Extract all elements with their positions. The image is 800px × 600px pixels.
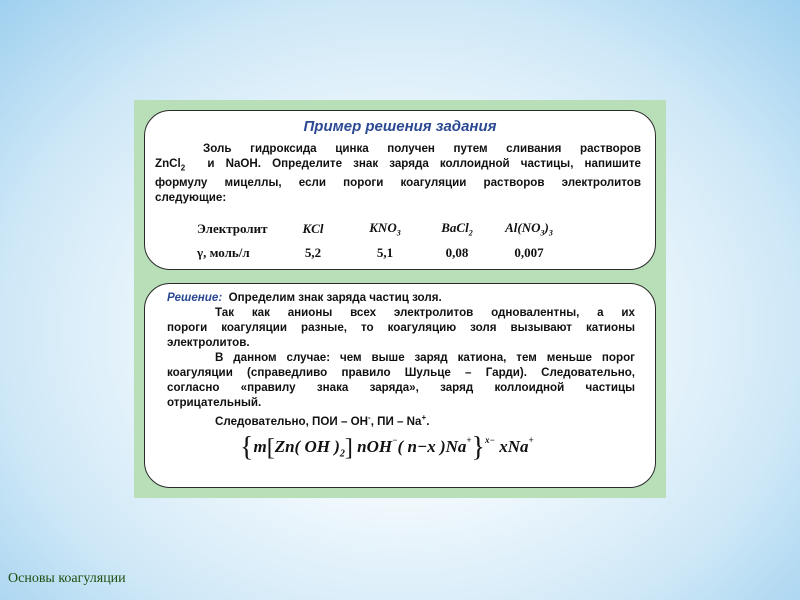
solution-conclusion: Следовательно, ПОИ – OH-, ПИ – Na+. (215, 413, 430, 428)
electrolyte-kcl: KCl (302, 221, 324, 236)
threshold-row (197, 241, 565, 265)
task-line-1: Золь гидроксида цинка получен путем сливания растворов (203, 142, 641, 155)
solution-para2-line-2: коагуляции (справедливо правило Шульце – Гарди). Следовательно, (167, 366, 635, 379)
solution-para1-line-3: электролитов. (167, 336, 250, 349)
electrolyte-header-row (197, 217, 565, 241)
micelle-formula: {m[Zn( OH )$_2$] nOH−( n−x )Na+}$^{x-}$ xNa+ (240, 432, 534, 463)
task-box (144, 110, 656, 270)
electrolyte-alno33: $Al(NO_3)_3$ (505, 220, 553, 238)
solution-para2-line-3: согласно «правилу знака заряда», заряд коллоидной частицы (167, 381, 635, 394)
threshold-bacl2: 0,08 (445, 245, 469, 260)
threshold-alno33: 0,007 (514, 245, 544, 260)
solution-para2-line-1: В данном случае: чем выше заряд катиона, тем меньше порог (215, 351, 635, 364)
solution-first-line: Решение: Определим знак заряда частиц золя. (167, 291, 442, 304)
solution-box (144, 283, 656, 488)
solution-para2-line-4: отрицательный. (167, 396, 262, 409)
slide-panel (134, 100, 666, 498)
solution-label: Решение: (167, 291, 223, 304)
task-title: Пример решения задания (303, 118, 497, 135)
task-statement (155, 141, 641, 205)
electrolyte-table (197, 217, 565, 265)
electrolyte-kno3: $KNO_3$ (369, 220, 401, 238)
task-line-3: формулу мицеллы, если пороги коагуляции растворов электролитов (155, 176, 641, 190)
electrolyte-header-label: Электролит (197, 221, 268, 236)
solution-para1-line-1: Так как анионы всех электролитов одновалентны, а их (215, 306, 635, 319)
task-line-2: ZnCl$_2$ и NaOH. Определите знак заряда коллоидной частицы, напишите (155, 157, 641, 173)
threshold-kno3: 5,1 (376, 245, 394, 260)
task-line-4: следующие: (155, 191, 227, 205)
footer-title: Основы коагуляции (8, 571, 126, 586)
threshold-label: γ, моль/л (197, 245, 250, 260)
threshold-kcl: 5,2 (304, 245, 322, 260)
solution-text (167, 290, 635, 429)
solution-para1-line-2: пороги коагуляции разные, то коагуляцию золя вызывают катионы (167, 321, 635, 334)
electrolyte-bacl2: BaCl$_2$ (441, 220, 473, 238)
